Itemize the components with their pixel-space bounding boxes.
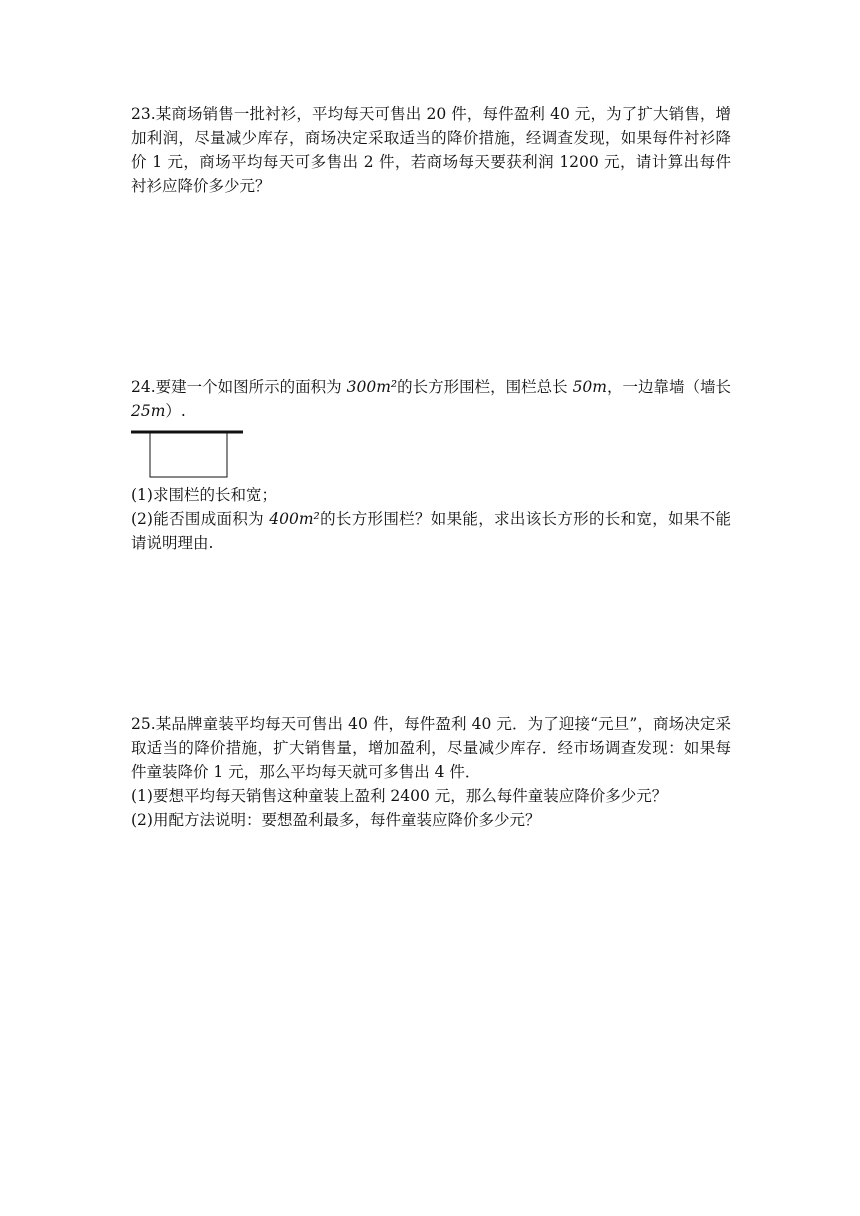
total-length: 50m — [572, 378, 607, 396]
wall-length: 25m — [131, 402, 166, 420]
problem-24-q2-b: 的长方形围栏？如果能，求出该长方形的长和宽，如果不能请说明理由. — [131, 510, 731, 552]
area-300: 300m² — [346, 378, 398, 396]
problem-23 — [131, 102, 731, 198]
fence-rectangle — [150, 432, 227, 477]
problem-24 — [131, 375, 731, 555]
problem-25-text: 25.某品牌童装平均每天可售出 40 件，每件盈利 40 元．为了迎接“元旦”，商场决定采取适当的降价措施，扩大销售量，增加盈利，尽量减少库存．经市场调查发现：如果每件童装降价 1 元，那么平均每天就可多售出 4 件． — [131, 715, 731, 781]
area-400: 400m² — [269, 510, 320, 528]
problem-24-q1: (1)求围栏的长和宽； — [131, 486, 277, 504]
problem-24-questions — [131, 483, 731, 555]
problem-24-stem — [131, 375, 731, 423]
problem-23-text: 23.某商场销售一批衬衫，平均每天可售出 20 件，每件盈利 40 元，为了扩大销售，增加利润，尽量减少库存，商场决定采取适当的降价措施，经调查发现，如果每件衬衫降价 1 元，商场平均每天可多售出 2 件，若商场每天要获利润 1200 元，请计算出每件衬衫应降价多少元？ — [131, 105, 731, 195]
problem-25-questions — [131, 784, 731, 832]
problem-24-text-b: 的长方形围栏，围栏总长 — [397, 378, 573, 396]
problem-24-q2-a: (2)能否围成面积为 — [131, 510, 270, 528]
problem-24-text-a: 24.要建一个如图所示的面积为 — [131, 378, 347, 396]
problem-24-text-d: ）. — [165, 402, 186, 420]
problem-25-q1: (1)要想平均每天销售这种童装上盈利 2400 元，那么每件童装应降价多少元？ — [131, 787, 668, 805]
problem-24-text-c: ，一边靠墙（墙长 — [606, 378, 731, 396]
fence-diagram — [131, 427, 246, 479]
problem-25-q2: (2)用配方法说明：要想盈利最多，每件童装应降价多少元？ — [131, 811, 541, 829]
problem-24-q2 — [131, 507, 731, 555]
problem-25 — [131, 712, 731, 832]
